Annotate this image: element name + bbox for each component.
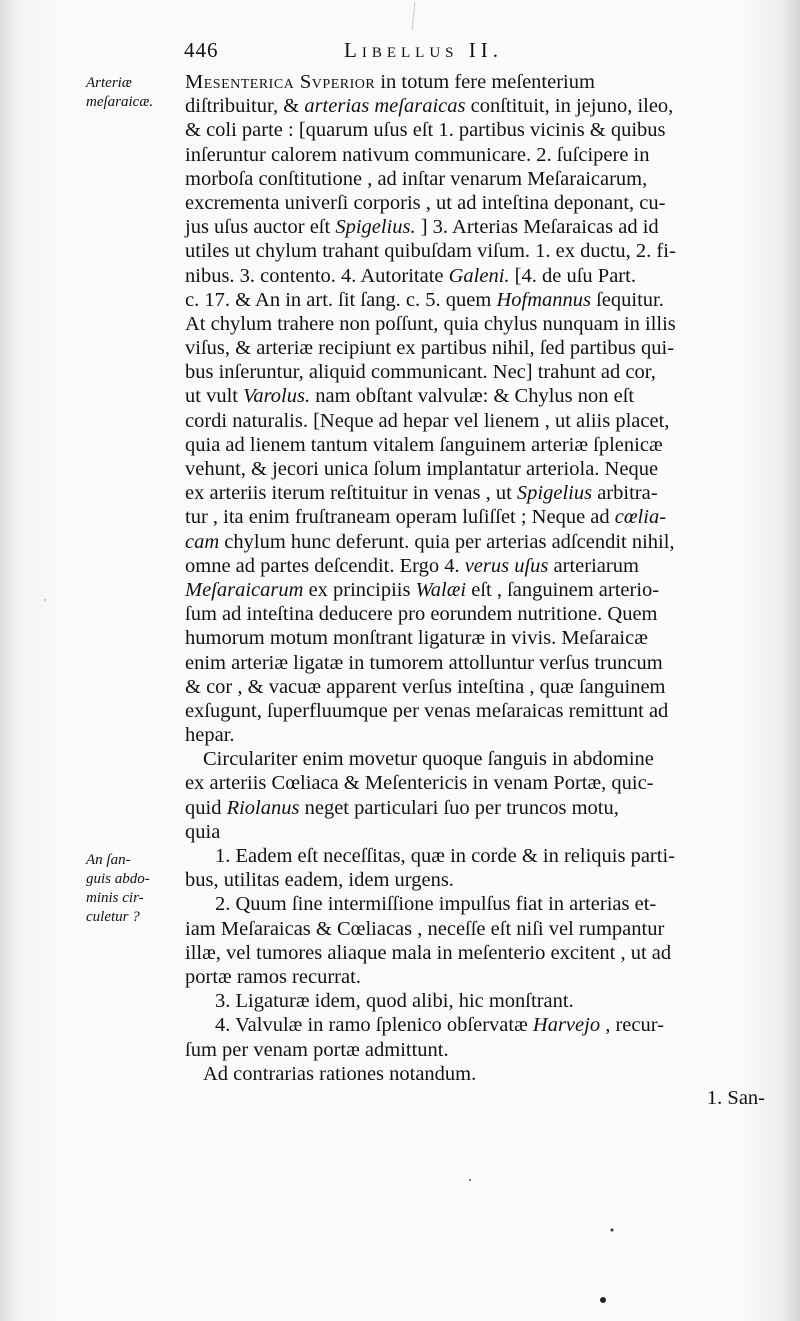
text-line <box>185 530 773 554</box>
italic-text: Harvejo <box>532 1014 601 1037</box>
italic-text: Walæi <box>415 578 467 601</box>
text-line <box>185 312 773 336</box>
text-line <box>185 747 773 771</box>
text-segment: diſtribuitur, & <box>185 95 305 118</box>
margin-note-line: Arteriæ <box>86 75 132 91</box>
text-line <box>185 191 773 215</box>
text-segment: & cor , & vacuæ apparent verſus inteſtina , quæ ſanguinem <box>185 675 666 698</box>
text-line <box>185 1038 773 1062</box>
text-segment: excrementa univerſi corporis , ut ad inteſtina deponant, cu- <box>185 191 666 214</box>
text-segment: chylum hunc deferunt. quia per arterias adſcendit nihil, <box>219 530 675 553</box>
text-line <box>185 433 773 457</box>
text-line <box>185 941 773 965</box>
running-title: Libellus II. <box>344 38 503 62</box>
text-line <box>185 868 773 892</box>
text-segment: neget particulari ſuo per truncos motu, <box>299 796 619 819</box>
text-segment: tur , ita enim fruſtraneam operam luſiſſet ; Neque ad <box>185 506 615 529</box>
text-segment: enim arteriæ ligatæ in tumorem attolluntur verſus truncum <box>185 651 663 674</box>
text-segment: ex arteriis iterum reſtituitur in venas , ut <box>185 482 517 505</box>
italic-text: Spigelius <box>516 482 593 505</box>
text-line <box>185 118 773 142</box>
text-line <box>185 796 773 820</box>
text-line <box>185 1013 773 1037</box>
text-segment: Circulariter enim movetur quoque ſanguis in abdomine <box>203 748 654 771</box>
text-segment: ſequitur. <box>590 288 664 311</box>
text-line <box>185 360 773 384</box>
text-line <box>185 651 773 675</box>
text-line <box>185 820 773 844</box>
text-segment: ſum ad inteſtina deducere pro eorundem nutritione. Quem <box>185 603 658 626</box>
text-segment: nibus. 3. contento. 4. Autoritate <box>185 264 449 287</box>
text-segment: jus uſus auctor eſt <box>185 216 336 239</box>
text-segment: omne ad partes deſcendit. Ergo 4. <box>185 554 465 577</box>
text-line <box>185 626 773 650</box>
text-line <box>185 336 773 360</box>
text-segment: 3. Ligaturæ idem, quod alibi, hic monſtrant. <box>215 990 574 1013</box>
margin-note-arteriae-mesaraicae <box>86 74 181 112</box>
text-line <box>185 505 773 529</box>
text-segment: 1. Eadem eſt neceſſitas, quæ in corde & in reliquis parti- <box>215 845 675 867</box>
text-line <box>185 70 773 94</box>
italic-text: cœlia- <box>614 506 667 529</box>
margin-note-line: An ſan- <box>86 852 131 868</box>
text-segment: vehunt, & jecori unica ſolum implantatur arteriola. Neque <box>185 458 659 480</box>
text-line <box>185 384 773 408</box>
text-line <box>185 143 773 167</box>
text-line <box>185 578 773 602</box>
text-segment: morboſa conſtitutione , ad inſtar venarum Meſaraicarum, <box>185 167 648 190</box>
text-line <box>185 699 773 723</box>
text-segment: eſt , ſanguinem arterio- <box>466 578 660 601</box>
italic-text: Galeni. <box>448 264 510 287</box>
italic-text: Spigelius. <box>335 216 416 239</box>
text-segment: At chylum trahere non poſſunt, quia chylus nunquam in illis <box>185 312 676 335</box>
margin-note-line: meſaraicæ. <box>86 94 154 110</box>
text-segment: inſeruntur calorem nativum communicare. 2. ſuſcipere in <box>185 143 650 166</box>
text-line <box>185 965 773 989</box>
margin-note-line: culetur ? <box>86 909 140 925</box>
text-line <box>185 554 773 578</box>
text-segment: in totum fere meſenterium <box>375 71 595 93</box>
italic-text: Hofmannus <box>496 288 591 311</box>
text-segment: ut vult <box>185 385 244 408</box>
italic-text: arterias meſaraicas <box>304 95 466 118</box>
text-segment: hepar. <box>185 724 235 747</box>
text-segment: 1. San- <box>706 1086 765 1109</box>
text-segment: [4. de uſu Part. <box>509 264 636 287</box>
text-line <box>185 675 773 699</box>
text-segment: ex arteriis Cœliaca & Meſentericis in venam Portæ, quic- <box>185 772 654 795</box>
text-segment: portæ ramos recurrat. <box>185 965 361 988</box>
text-line <box>185 239 773 263</box>
text-line <box>185 264 773 288</box>
text-segment: quia ad lienem tantum vitalem ſanguinem arteriæ ſplenicæ <box>185 433 663 456</box>
text-segment: cordi naturalis. [Neque ad hepar vel lienem , ut aliis placet, <box>185 409 670 432</box>
italic-text: Varolus. <box>243 385 311 408</box>
text-line <box>185 771 773 795</box>
text-line <box>185 288 773 312</box>
page-header <box>184 38 614 64</box>
text-line <box>185 989 773 1013</box>
margin-note-line: minis cir- <box>86 890 144 906</box>
text-segment: 4. Valvulæ in ramo ſplenico obſervatæ <box>215 1014 533 1037</box>
text-line <box>185 409 773 433</box>
text-segment: ] 3. Arterias Meſaraicas ad id <box>415 216 659 239</box>
text-segment: quia <box>185 820 221 843</box>
text-line <box>185 1062 773 1086</box>
text-line <box>185 602 773 626</box>
text-line <box>185 94 773 118</box>
text-segment: c. 17. & An in art. ſit ſang. c. 5. quem <box>185 288 497 311</box>
text-segment: nam obſtant valvulæ: & Chylus non eſt <box>310 385 635 408</box>
text-segment: conſtituit, in jejuno, ileo, <box>465 95 674 118</box>
italic-text: verus uſus <box>464 554 549 577</box>
text-line <box>185 844 773 868</box>
margin-note-sanguis-abdominis <box>86 851 181 927</box>
text-segment: ex principiis <box>303 578 416 601</box>
italic-text: Riolanus <box>226 796 300 819</box>
text-segment: 2. Quum ſine intermiſſione impulſus fiat in arterias et- <box>215 893 657 916</box>
page-number: 446 <box>184 38 219 62</box>
text-line <box>185 723 773 747</box>
text-segment: viſus, & arteriæ recipiunt ex partibus nihil, ſed partibus qui- <box>185 337 675 360</box>
text-segment: bus, utilitas eadem, idem urgens. <box>185 869 454 892</box>
text-segment: Ad contrarias rationes notandum. <box>203 1062 477 1085</box>
text-line <box>185 167 773 191</box>
text-segment: arbitra- <box>592 482 658 505</box>
text-segment: illæ, vel tumores aliaque mala in meſenterio excitent , ut ad <box>185 941 672 964</box>
text-segment: exſugunt, ſuperfluumque per venas meſaraicas remittunt ad <box>185 699 669 722</box>
text-segment: quid <box>185 796 227 819</box>
main-text-block <box>185 70 773 1110</box>
italic-text: cam <box>185 530 220 553</box>
text-segment: arteriarum <box>548 554 639 577</box>
small-caps-text: Mesenterica Svperior <box>185 71 376 93</box>
text-segment: humorum motum monſtrant ligaturæ in vivis. Meſaraicæ <box>185 627 648 650</box>
text-line <box>185 481 773 505</box>
italic-text: Meſaraicarum <box>185 578 304 601</box>
text-line <box>185 892 773 916</box>
text-segment: bus inſeruntur, aliquid communicant. Nec] trahunt ad cor, <box>185 361 656 384</box>
text-line <box>185 917 773 941</box>
margin-note-line: guis abdo- <box>86 871 150 887</box>
text-line <box>185 457 773 481</box>
text-line <box>185 1086 773 1110</box>
text-segment: & coli parte : [quarum uſus eſt 1. partibus vicinis & quibus <box>185 119 666 142</box>
text-segment: iam Meſaraicas & Cœliacas , neceſſe eſt niſi vel rumpantur <box>185 917 665 940</box>
text-segment: , recur- <box>600 1014 664 1037</box>
text-line <box>185 215 773 239</box>
text-segment: ſum per venam portæ admittunt. <box>185 1038 449 1061</box>
text-segment: utiles ut chylum trahant quibuſdam viſum. 1. ex ductu, 2. fi- <box>185 240 676 263</box>
